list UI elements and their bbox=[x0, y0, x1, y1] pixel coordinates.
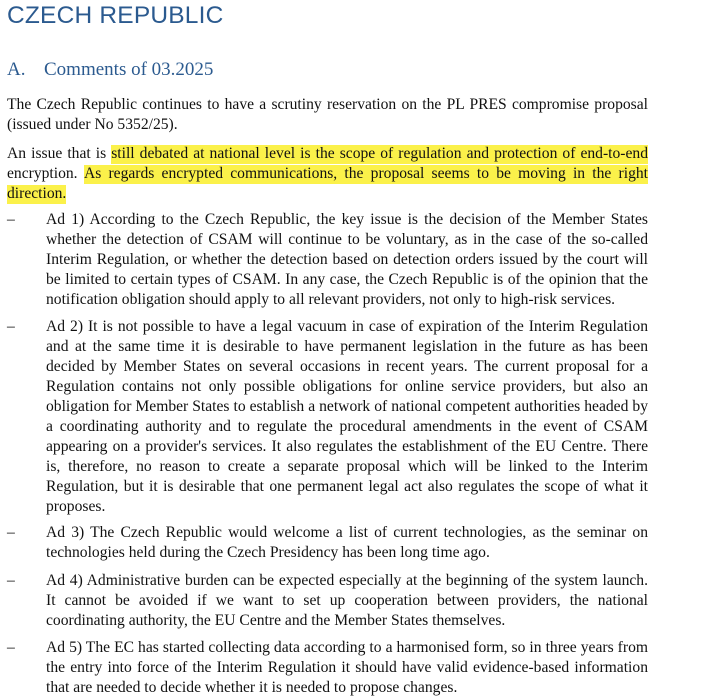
list-bullet: – bbox=[7, 318, 15, 335]
section-heading bbox=[7, 59, 213, 81]
intro-paragraph: The Czech Republic continues to have a scrutiny reservation on the PL PRES compromise proposal (issued under No 5352/25). bbox=[7, 96, 648, 133]
list-item-ad5 bbox=[7, 638, 648, 698]
issue-text-continued: encryption. bbox=[7, 165, 84, 182]
issue-text: An issue that is bbox=[7, 145, 112, 162]
list-item-text: Ad 4) Administrative burden can be expected especially at the beginning of the system launch. It cannot be avoided if we want to set up cooperation between providers, the national coordinating authority, the EU Centre and the Member States themselves. bbox=[46, 572, 648, 629]
list-item-ad4 bbox=[7, 571, 648, 631]
encryption-paragraph bbox=[7, 144, 648, 204]
list-item-text: Ad 1) According to the Czech Republic, the key issue is the decision of the Member States whether the detection of CSAM will continue to be voluntary, as in the case of the so-called Interim Regulation, or whether the detection based on detection orders issued by the court will be limited to certain types of CSAM. In any case, the Czech Republic is of the opinion that the notification obligation should apply to all relevant providers, not only to high-risk services. bbox=[46, 211, 648, 308]
list-item-text: Ad 2) It is not possible to have a legal vacuum in case of expiration of the Interim Regulation and at the same time it is desirable to have permanent legislation in the future as has been decided by Member States on several occasions in recent years. The current proposal for a Regulation contains not only possible obligations for online service providers, but also an obligation for Member States to establish a network of national competent authorities headed by a coordinating authority and to regulate the procedural amendments in the event of CSAM appearing on a provider's services. It also regulates the establishment of the EU Centre. There is, therefore, no reason to create a separate proposal which will be linked to the Interim Regulation, but it is desirable that one permanent legal act also regulates the scope of what it proposes. bbox=[46, 318, 648, 515]
list-item-ad1 bbox=[7, 210, 648, 310]
highlighted-text: still debated at national level is the scope of regulation and protection of end-to-end bbox=[111, 145, 648, 162]
list-item-ad3 bbox=[7, 523, 648, 563]
list-bullet: – bbox=[7, 639, 15, 656]
list-item-text: Ad 3) The Czech Republic would welcome a list of current technologies, as the seminar on technologies held during the Czech Presidency has been long time ago. bbox=[46, 524, 648, 561]
country-heading: CZECH REPUBLIC bbox=[7, 2, 224, 29]
section-letter: A. bbox=[7, 59, 26, 80]
list-bullet: – bbox=[7, 572, 15, 589]
section-title: Comments of 03.2025 bbox=[44, 59, 214, 80]
highlighted-text-direction: As regards encrypted communications, the proposal seems to be moving in the right direction. bbox=[7, 165, 648, 202]
list-bullet: – bbox=[7, 524, 15, 541]
list-bullet: – bbox=[7, 211, 15, 228]
list-item-text: Ad 5) The EC has started collecting data according to a harmonised form, so in three years from the entry into force of the Interim Regulation it should have valid evidence-based information that are needed to decide whether it is needed to propose changes. bbox=[46, 639, 648, 696]
list-item-ad2 bbox=[7, 317, 648, 517]
